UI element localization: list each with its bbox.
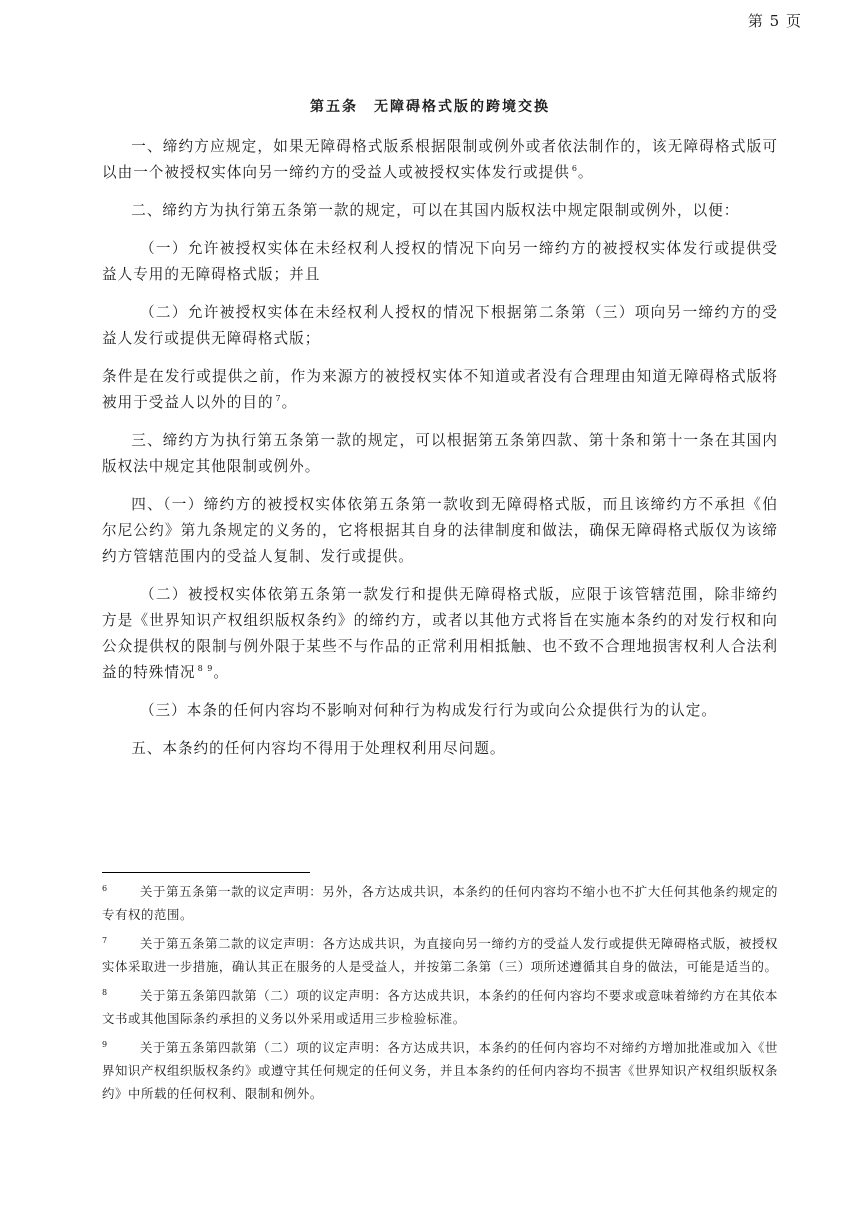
footnote-ref-8-9[interactable]: 8 9 <box>197 664 214 674</box>
paragraph-4-item-3: （三）本条的任何内容均不影响对何种行为构成发行行为或向公众提供行为的认定。 <box>139 702 717 719</box>
paragraph-4-item-2: （二）被授权实体依第五条第一款发行和提供无障碍格式版，应限于该管辖范围，除非缔约方是《世界知识产权组织版权条约》的缔约方，或者以其他方式将旨在实施本条约的对发行权和向公众提供权的限制与例外限于某些不与作品的正常利用相抵触、也不致不合理地损害权利人合法利益的特殊情况 $^{8 9}$。 <box>102 586 778 681</box>
paragraph-5: 五、本条约的任何内容均不得用于处理权利用尽问题。 <box>131 740 506 757</box>
article-title: 第五条 无障碍格式版的跨境交换 <box>310 99 550 115</box>
footnote-ref-6[interactable]: 6 <box>571 164 578 174</box>
footnote-9: 9 关于第五条第四款第（二）项的议定声明：各方达成共识，本条约的任何内容均不对缔约方增加批准或加入《世界知识产权组织版权条约》或遵守其任何规定的任何义务，并且本条约的任何内容均不损害《世界知识产权组织版权条约》中所载的任何权利、限制和例外。 <box>102 1039 778 1101</box>
footnote-7: 7 关于第五条第二款的议定声明：各方达成共识，为直接向另一缔约方的受益人发行或提供无障碍格式版，被授权实体采取进一步措施，确认其正在服务的人是受益人，并按第二条第（三）项所述遵循其自身的做法，可能是适当的。 <box>102 935 778 974</box>
paragraph-3: 三、缔约方为执行第五条第一款的规定，可以根据第五条第四款、第十条和第十一条在其国内版权法中规定其他限制或例外。 <box>102 432 778 475</box>
paragraph-2-item-1: （一）允许被授权实体在未经权利人授权的情况下向另一缔约方的被授权实体发行或提供受益人专用的无障碍格式版；并且 <box>102 240 778 283</box>
footnotes <box>102 880 778 1111</box>
footnote-8: 8 关于第五条第四款第（二）项的议定声明：各方达成共识，本条约的任何内容均不要求或意味着缔约方在其依本文书或其他国际条约承担的义务以外采用或适用三步检验标准。 <box>102 987 778 1026</box>
footnote-divider <box>102 872 310 873</box>
paragraph-2: 二、缔约方为执行第五条第一款的规定，可以在其国内版权法中规定限制或例外，以便： <box>131 202 740 219</box>
footnote-6: 6 关于第五条第一款的议定声明：另外，各方达成共识，本条约的任何内容均不缩小也不扩大任何其他条约规定的专有权的范围。 <box>102 883 778 922</box>
footnote-ref-7[interactable]: 7 <box>275 394 282 404</box>
paragraph-2-item-2: （二）允许被授权实体在未经权利人授权的情况下根据第二条第（三）项向另一缔约方的受益人发行或提供无障碍格式版； <box>102 304 778 347</box>
article-body <box>102 134 778 774</box>
page-number: 第 5 页 <box>747 12 802 30</box>
paragraph-1: 一、缔约方应规定，如果无障碍格式版系根据限制或例外或者依法制作的，该无障碍格式版可以由一个被授权实体向另一缔约方的受益人或被授权实体发行或提供 $^6$。 <box>102 138 778 181</box>
paragraph-2-condition: 条件是在发行或提供之前，作为来源方的被授权实体不知道或者没有合理理由知道无障碍格式版将被用于受益人以外的目的 $^7$。 <box>102 368 778 411</box>
paragraph-4-item-1: 四、（一）缔约方的被授权实体依第五条第一款收到无障碍格式版，而且该缔约方不承担《伯尔尼公约》第九条规定的义务的，它将根据其自身的法律制度和做法，确保无障碍格式版仅为该缔约方管辖范围内的受益人复制、发行或提供。 <box>102 496 778 565</box>
